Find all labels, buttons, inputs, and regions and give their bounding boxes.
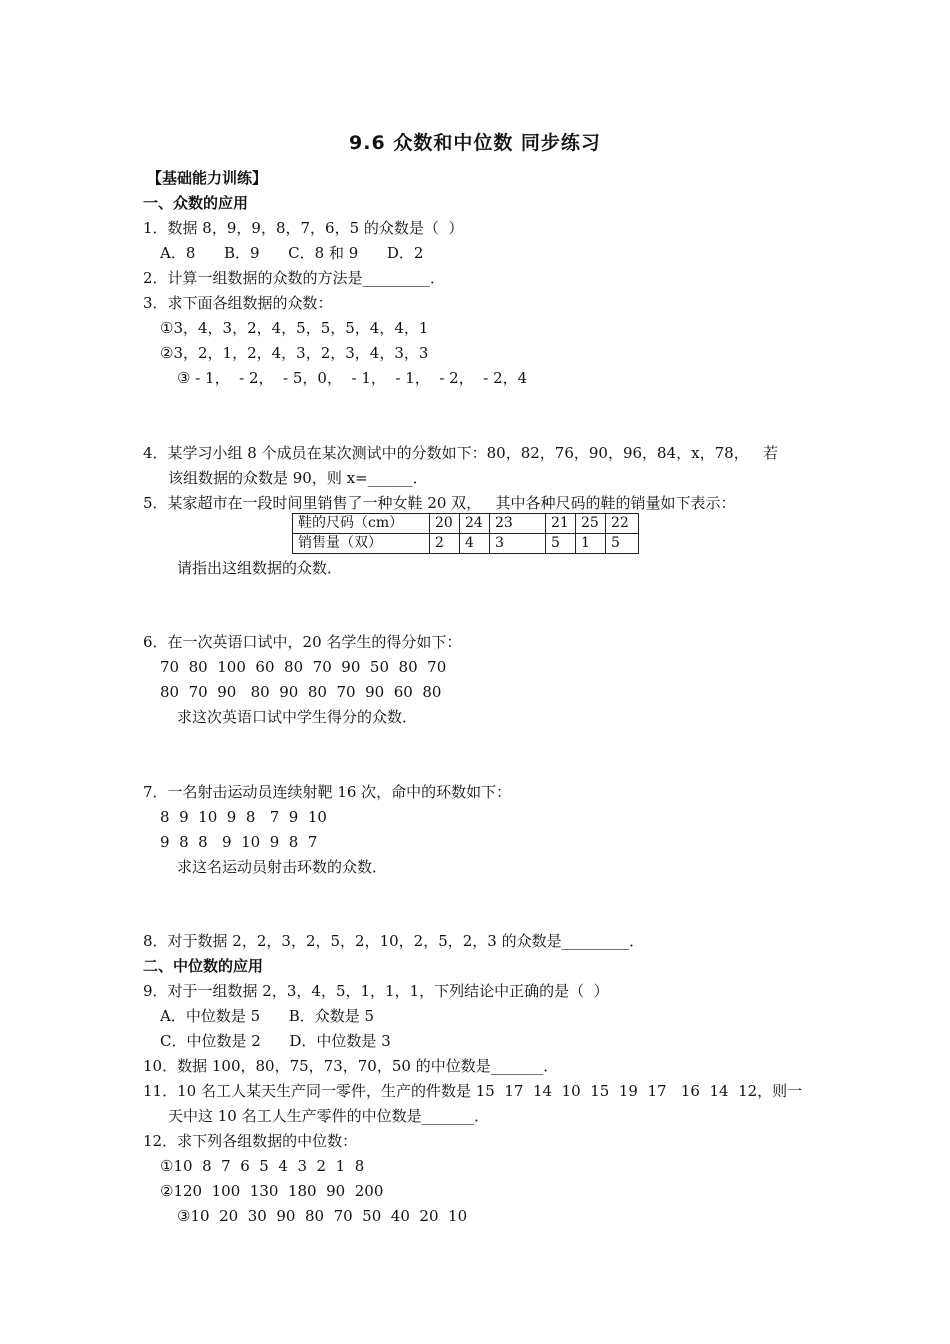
question-9-options-cd: C．中位数是 2 D．中位数是 3 [160,1032,391,1050]
table-cell: 22 [606,514,639,534]
question-12: 12．求下列各组数据的中位数： [143,1132,358,1150]
question-6-data-1: 70 80 100 60 80 70 90 50 80 70 [160,658,447,676]
question-11-line-2: 天中这 10 名工人生产零件的中位数是_______． [168,1107,490,1125]
question-8: 8．对于数据 2，2，3，2，5，2，10，2，5，2，3 的众数是_________． [143,932,645,950]
question-10: 10．数据 100，80，75，73，70，50 的中位数是_______． [143,1057,559,1075]
question-4-line-1: 4．某学习小组 8 个成员在某次测试中的分数如下：80，82，76，90，96，84，x，78， 若 [143,444,778,462]
table-cell: 5 [606,534,639,554]
question-9: 9．对于一组数据 2，3，4，5，1，1，1，下列结论中正确的是（ ） [143,982,609,1000]
question-3-set-a: ①3，4，3，2，4，5，5，5，4，4，1 [160,319,429,337]
question-12-set-c: ③10 20 30 90 80 70 50 40 20 10 [177,1207,468,1225]
question-3: 3．求下面各组数据的众数： [143,294,333,312]
question-9-options-ab: A．中位数是 5 B．众数是 5 [160,1007,375,1025]
question-12-set-b: ②120 100 130 180 90 200 [160,1182,384,1200]
table-cell: 2 [430,534,460,554]
table-cell: 销售量（双） [293,534,430,554]
question-3-set-c: ③ - 1， - 2， - 5，0， - 1， - 1， - 2， - 2，4 [177,369,528,387]
question-7-ask: 求这名运动员射击环数的众数． [177,858,388,876]
page-title: 9.6 众数和中位数 同步练习 [349,132,601,154]
table-row [293,514,639,534]
question-3-set-b: ②3，2，1，2，4，3，2，3，4，3，3 [160,344,429,362]
part2-heading: 二、中位数的应用 [143,957,264,975]
question-12-set-a: ①10 8 7 6 5 4 3 2 1 8 [160,1157,365,1175]
table-cell: 1 [576,534,606,554]
question-1: 1．数据 8，9，9，8，7，6，5 的众数是（ ） [143,219,464,237]
table-cell: 20 [430,514,460,534]
question-5-ask: 请指出这组数据的众数． [177,559,343,577]
question-4-line-2: 该组数据的众数是 90，则 x=______． [168,469,428,487]
question-6: 6．在一次英语口试中，20 名学生的得分如下： [143,633,462,651]
question-11-line-1: 11．10 名工人某天生产同一零件，生产的件数是 15 17 14 10 15 19 17 16 14 12，则一 [143,1082,803,1100]
table-cell: 21 [546,514,576,534]
table-cell: 23 [490,514,546,534]
question-7: 7．一名射击运动员连续射靶 16 次，命中的环数如下： [143,783,512,801]
table-cell: 25 [576,514,606,534]
table-row [293,534,639,554]
section-basic-heading: 【基础能力训练】 [147,169,268,187]
table-cell: 5 [546,534,576,554]
table-cell: 3 [490,534,546,554]
table-cell: 24 [460,514,490,534]
question-5: 5．某家超市在一段时间里销售了一种女鞋 20 双， 其中各种尺码的鞋的销量如下表示： [143,494,736,512]
question-1-options: A．8 B．9 C．8 和 9 D．2 [160,244,424,262]
question-6-data-2: 80 70 90 80 90 80 70 90 60 80 [160,683,442,701]
part1-heading: 一、众数的应用 [143,194,249,212]
table-cell: 鞋的尺码（cm） [293,514,430,534]
table-cell: 4 [460,534,490,554]
question-2: 2．计算一组数据的众数的方法是_________． [143,269,446,287]
shoe-sales-table [292,513,639,554]
question-7-data-2: 9 8 8 9 10 9 8 7 [160,833,318,851]
question-6-ask: 求这次英语口试中学生得分的众数． [177,708,418,726]
question-7-data-1: 8 9 10 9 8 7 9 10 [160,808,327,826]
